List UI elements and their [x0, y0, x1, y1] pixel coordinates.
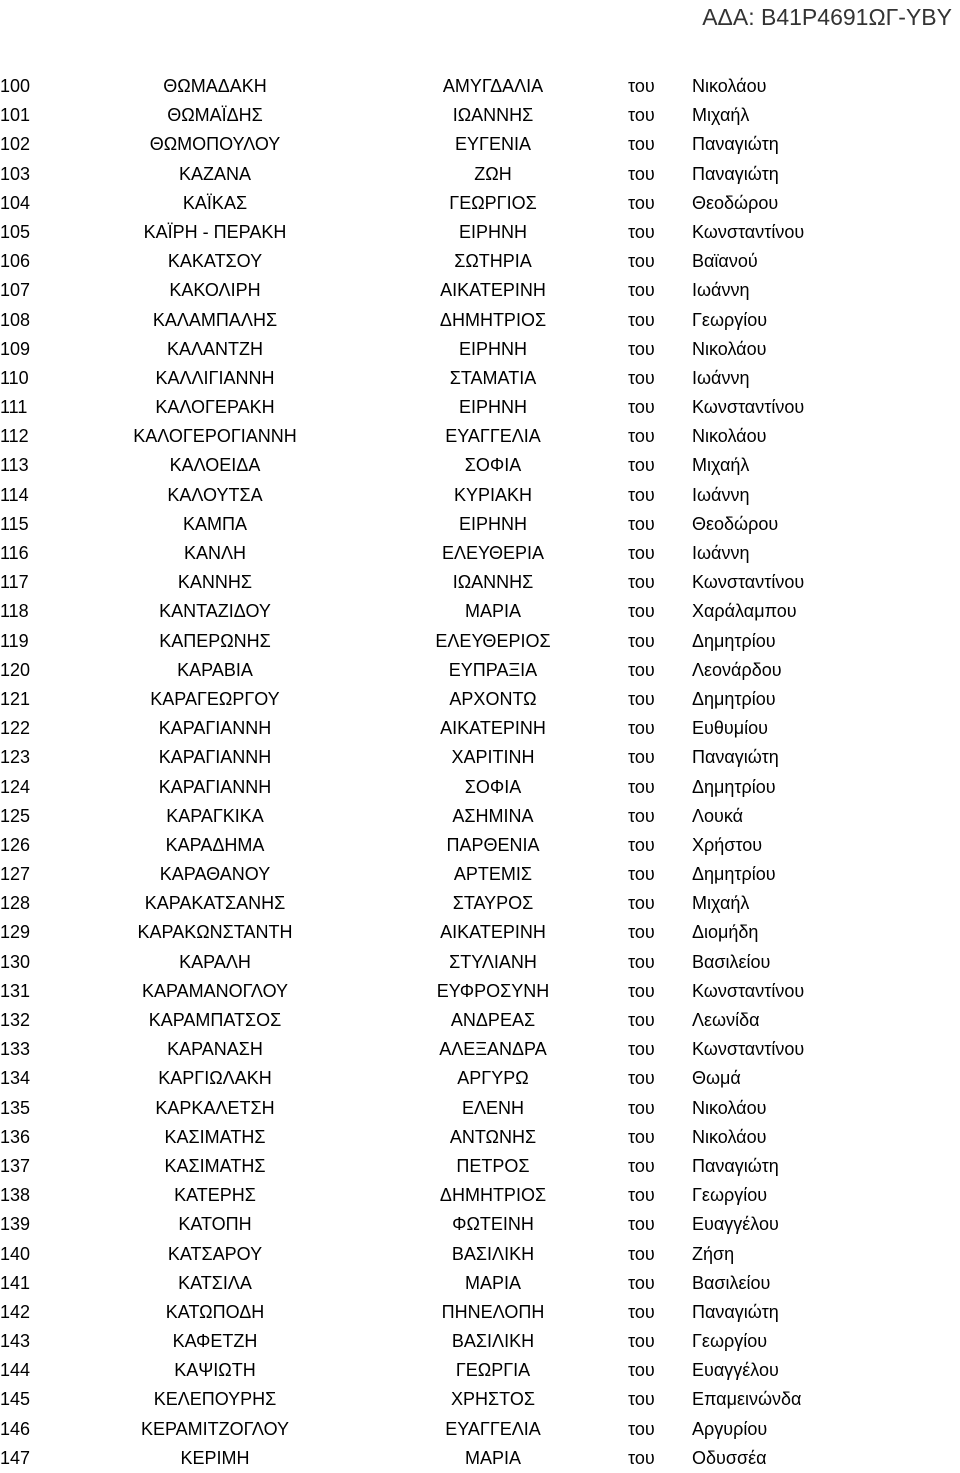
father-name-cell: Ιωάννη — [692, 367, 750, 388]
first-name-cell: ΣΟΦΙΑ — [464, 455, 522, 476]
father-name-cell: Δημητρίου — [692, 864, 776, 885]
row-number: 133 — [0, 1039, 31, 1060]
row-number: 129 — [0, 922, 31, 943]
first-name-cell: ΜΑΡΙΑ — [464, 1447, 521, 1468]
first-name-cell: ΑΝΔΡΕΑΣ — [450, 1010, 536, 1030]
of-cell: του — [628, 893, 655, 914]
surname-cell: ΚΑΤΩΠΟΔΗ — [165, 1301, 265, 1322]
first-name-cell: ΑΛΕΞΑΝΔΡΑ — [439, 1039, 547, 1060]
row-number: 143 — [0, 1331, 31, 1352]
father-name-cell: Παναγιώτη — [692, 1155, 779, 1176]
table-row — [0, 860, 960, 889]
first-name-cell: ΒΑΣΙΛΙΚΗ — [451, 1331, 535, 1352]
first-name-cell: ΑΙΚΑΤΕΡΙΝΗ — [440, 280, 546, 301]
first-name-cell: ΑΡΓΥΡΩ — [457, 1068, 529, 1089]
first-name-cell: ΣΤΑΜΑΤΙΑ — [449, 367, 537, 388]
surname-cell: ΚΑΡΑΘΑΝΟΥ — [159, 864, 271, 885]
father-name-cell: Λεονάρδου — [692, 659, 782, 680]
table-row — [0, 276, 960, 305]
of-cell: του — [628, 1389, 655, 1410]
surname-cell: ΚΑΡΓΙΩΛΑΚΗ — [158, 1068, 272, 1089]
first-name-cell: ΣΤΑΥΡΟΣ — [452, 893, 534, 914]
row-number: 138 — [0, 1185, 31, 1206]
surname-cell: ΚΑΜΠΑ — [182, 513, 247, 534]
father-name-cell: Οδυσσέα — [692, 1447, 767, 1468]
surname-cell: ΚΑΚΟΛΙΡΗ — [169, 280, 261, 301]
table-row — [0, 1269, 960, 1298]
row-number: 123 — [0, 747, 31, 768]
table-row — [0, 1181, 960, 1210]
table-row — [0, 364, 960, 393]
of-cell: του — [628, 1272, 655, 1293]
father-name-cell: Ιωάννη — [692, 543, 750, 563]
first-name-cell: ΦΩΤΕΙΝΗ — [452, 1214, 534, 1235]
of-cell: του — [628, 513, 655, 534]
surname-cell: ΚΑΡΑΚΩΝΣΤΑΝΤΗ — [137, 922, 293, 943]
first-name-cell: ΑΜΥΓΔΑΛΙΑ — [442, 76, 544, 96]
surname-cell: ΚΑΝΝΗΣ — [177, 572, 253, 593]
father-name-cell: Θεοδώρου — [692, 513, 779, 534]
first-name-cell: ΕΥΑΓΓΕΛΙΑ — [445, 1418, 541, 1439]
table-row — [0, 1123, 960, 1152]
first-name-cell: ΙΩΑΝΝΗΣ — [452, 105, 534, 126]
table-row — [0, 72, 960, 101]
first-name-cell: ΣΩΤΗΡΙΑ — [454, 251, 532, 272]
first-name-cell: ΕΥΠΡΑΞΙΑ — [448, 659, 538, 680]
table-row — [0, 918, 960, 947]
table-row — [0, 130, 960, 159]
row-number: 120 — [0, 659, 31, 680]
first-name-cell: ΙΩΑΝΝΗΣ — [452, 572, 534, 593]
row-number: 114 — [0, 484, 29, 505]
of-cell: του — [628, 1126, 655, 1147]
father-name-cell: Παναγιώτη — [692, 163, 779, 184]
table-row — [0, 1210, 960, 1239]
first-name-cell: ΑΙΚΑΤΕΡΙΝΗ — [440, 718, 546, 739]
table-row — [0, 1298, 960, 1327]
row-number: 110 — [0, 367, 29, 388]
names-table — [0, 72, 960, 1473]
of-cell: του — [628, 280, 655, 301]
first-name-cell: ΑΙΚΑΤΕΡΙΝΗ — [440, 922, 546, 943]
surname-cell: ΚΑΛΟΓΕΡΑΚΗ — [155, 397, 275, 418]
first-name-cell: ΓΕΩΡΓΙΟΣ — [449, 192, 537, 213]
first-name-cell: ΕΥΦΡΟΣΥΝΗ — [436, 980, 550, 1001]
table-row — [0, 568, 960, 597]
table-row — [0, 802, 960, 831]
first-name-cell: ΕΛΕΝΗ — [461, 1097, 525, 1118]
of-cell: του — [628, 251, 655, 272]
table-row — [0, 160, 960, 189]
of-cell: του — [628, 1185, 655, 1206]
table-row — [0, 627, 960, 656]
of-cell: του — [628, 426, 655, 447]
of-cell: του — [628, 1068, 655, 1089]
surname-cell: ΚΑΡΑΜΑΝΟΓΛΟΥ — [141, 980, 289, 1001]
table-row — [0, 539, 960, 568]
row-number: 122 — [0, 718, 31, 739]
father-name-cell: Ευαγγέλου — [692, 1214, 779, 1235]
of-cell: του — [628, 221, 655, 242]
of-cell: του — [628, 397, 655, 418]
table-row — [0, 1327, 960, 1356]
row-number: 137 — [0, 1155, 31, 1176]
row-number: 125 — [0, 805, 31, 826]
father-name-cell: Βασιλείου — [692, 951, 771, 972]
of-cell: του — [628, 572, 655, 593]
father-name-cell: Κωνσταντίνου — [692, 397, 805, 418]
surname-cell: ΚΑΛΑΜΠΑΛΗΣ — [152, 309, 278, 330]
surname-cell: ΚΑΛΟΓΕΡΟΓΙΑΝΝΗ — [133, 426, 297, 447]
row-number: 101 — [0, 105, 31, 126]
of-cell: του — [628, 1155, 655, 1176]
table-row — [0, 831, 960, 860]
surname-cell: ΚΑΪΚΑΣ — [182, 192, 248, 213]
of-cell: του — [628, 1039, 655, 1060]
of-cell: του — [628, 543, 655, 563]
father-name-cell: Παναγιώτη — [692, 1301, 779, 1322]
surname-cell: ΚΑΤΣΙΛΑ — [178, 1272, 252, 1293]
father-name-cell: Ευθυμίου — [692, 718, 768, 739]
father-name-cell: Γεωργίου — [692, 1331, 768, 1352]
row-number: 127 — [0, 864, 31, 885]
father-name-cell: Διομήδη — [692, 922, 759, 943]
father-name-cell: Ιωάννη — [692, 484, 750, 505]
row-number: 140 — [0, 1243, 31, 1264]
of-cell: του — [628, 455, 655, 476]
row-number: 136 — [0, 1126, 31, 1147]
table-row — [0, 1415, 960, 1444]
father-name-cell: Ευαγγέλου — [692, 1360, 779, 1381]
of-cell: του — [628, 1447, 655, 1468]
of-cell: του — [628, 864, 655, 885]
of-cell: του — [628, 338, 655, 359]
row-number: 130 — [0, 951, 31, 972]
surname-cell: ΚΑΛΟΥΤΣΑ — [167, 484, 263, 505]
first-name-cell: ΑΣΗΜΙΝΑ — [452, 805, 534, 826]
father-name-cell: Βαϊανού — [692, 251, 758, 272]
father-name-cell: Χαράλαμπου — [692, 601, 797, 622]
father-name-cell: Νικολάου — [692, 1097, 767, 1118]
surname-cell: ΚΑΣΙΜΑΤΗΣ — [164, 1126, 266, 1147]
father-name-cell: Βασιλείου — [692, 1272, 771, 1293]
surname-cell: ΚΑΛΟΕΙΔΑ — [169, 455, 261, 476]
father-name-cell: Δημητρίου — [692, 776, 776, 797]
table-row — [0, 1035, 960, 1064]
father-name-cell: Κωνσταντίνου — [692, 1039, 805, 1060]
father-name-cell: Δημητρίου — [692, 688, 776, 709]
table-row — [0, 597, 960, 626]
of-cell: του — [628, 805, 655, 826]
surname-cell: ΚΑΨΙΩΤΗ — [174, 1360, 256, 1381]
father-name-cell: Αργυρίου — [692, 1418, 768, 1439]
row-number: 108 — [0, 309, 31, 330]
row-number: 124 — [0, 776, 31, 797]
row-number: 107 — [0, 280, 31, 301]
ada-header: ΑΔΑ: Β41Ρ4691ΩΓ-ΥΒΥ — [702, 4, 952, 30]
first-name-cell: ΕΛΕΥΘΕΡΙΟΣ — [435, 630, 551, 651]
first-name-cell: ΑΝΤΩΝΗΣ — [449, 1126, 537, 1147]
of-cell: του — [628, 980, 655, 1001]
row-number: 111 — [0, 397, 28, 418]
of-cell: του — [628, 922, 655, 943]
row-number: 103 — [0, 163, 31, 184]
row-number: 126 — [0, 834, 31, 855]
row-number: 141 — [0, 1272, 31, 1293]
surname-cell: ΚΑΡΑΓΙΑΝΝΗ — [158, 747, 272, 768]
of-cell: του — [628, 1331, 655, 1352]
table-row — [0, 451, 960, 480]
of-cell: του — [628, 1418, 655, 1439]
surname-cell: ΚΑΤΕΡΗΣ — [174, 1185, 256, 1206]
first-name-cell: ΠΗΝΕΛΟΠΗ — [441, 1301, 545, 1322]
first-name-cell: ΖΩΗ — [474, 163, 512, 184]
table-row — [0, 1064, 960, 1093]
father-name-cell: Μιχαήλ — [692, 455, 750, 476]
surname-cell: ΚΑΡΑΒΙΑ — [177, 659, 253, 680]
first-name-cell: ΑΡΧΟΝΤΩ — [449, 688, 537, 709]
of-cell: του — [628, 1010, 655, 1030]
first-name-cell: ΣΟΦΙΑ — [464, 776, 522, 797]
row-number: 119 — [0, 630, 29, 651]
table-row — [0, 1240, 960, 1269]
surname-cell: ΚΑΡΑΝΑΣΗ — [167, 1039, 263, 1060]
of-cell: του — [628, 163, 655, 184]
of-cell: του — [628, 951, 655, 972]
first-name-cell: ΕΙΡΗΝΗ — [458, 221, 527, 242]
of-cell: του — [628, 1097, 655, 1118]
row-number: 100 — [0, 76, 31, 96]
of-cell: του — [628, 309, 655, 330]
table-row — [0, 685, 960, 714]
of-cell: του — [628, 1360, 655, 1381]
table-row — [0, 1356, 960, 1385]
first-name-cell: ΧΡΗΣΤΟΣ — [451, 1389, 535, 1410]
surname-cell: ΘΩΜΟΠΟΥΛΟΥ — [149, 134, 281, 155]
of-cell: του — [628, 105, 655, 126]
of-cell: του — [628, 834, 655, 855]
surname-cell: ΘΩΜΑΪΔΗΣ — [167, 105, 263, 126]
row-number: 131 — [0, 980, 31, 1001]
father-name-cell: Παναγιώτη — [692, 134, 779, 155]
surname-cell: ΚΑΠΕΡΩΝΗΣ — [159, 630, 271, 651]
father-name-cell: Ιωάννη — [692, 280, 750, 301]
father-name-cell: Δημητρίου — [692, 630, 776, 651]
father-name-cell: Παναγιώτη — [692, 747, 779, 768]
father-name-cell: Χρήστου — [692, 834, 763, 855]
father-name-cell: Θεοδώρου — [692, 192, 779, 213]
row-number: 109 — [0, 338, 31, 359]
father-name-cell: Κωνσταντίνου — [692, 980, 805, 1001]
first-name-cell: ΜΑΡΙΑ — [464, 1272, 521, 1293]
row-number: 102 — [0, 134, 31, 155]
surname-cell: ΘΩΜΑΔΑΚΗ — [163, 76, 267, 96]
surname-cell: ΚΕΡΙΜΗ — [180, 1447, 250, 1468]
first-name-cell: ΠΕΤΡΟΣ — [456, 1155, 530, 1176]
surname-cell: ΚΑΝΛΗ — [183, 543, 247, 563]
first-name-cell: ΒΑΣΙΛΙΚΗ — [451, 1243, 535, 1264]
table-row — [0, 335, 960, 364]
table-row — [0, 218, 960, 247]
row-number: 132 — [0, 1010, 31, 1030]
table-row — [0, 189, 960, 218]
surname-cell: ΚΑΣΙΜΑΤΗΣ — [164, 1155, 266, 1176]
of-cell: του — [628, 192, 655, 213]
surname-cell: ΚΑΡΑΓΚΙΚΑ — [166, 805, 264, 826]
row-number: 128 — [0, 893, 31, 914]
table-row — [0, 481, 960, 510]
first-name-cell: ΜΑΡΙΑ — [464, 601, 521, 622]
table-row — [0, 422, 960, 451]
father-name-cell: Γεωργίου — [692, 309, 768, 330]
of-cell: του — [628, 484, 655, 505]
father-name-cell: Νικολάου — [692, 1126, 767, 1147]
surname-cell: ΚΑΤΣΑΡΟΥ — [167, 1243, 263, 1264]
first-name-cell: ΓΕΩΡΓΙΑ — [455, 1360, 531, 1381]
first-name-cell: ΕΛΕΥΘΕΡΙΑ — [441, 543, 545, 563]
of-cell: του — [628, 1243, 655, 1264]
table-row — [0, 1094, 960, 1123]
of-cell: του — [628, 134, 655, 155]
father-name-cell: Ζήση — [692, 1243, 735, 1264]
table-row — [0, 1444, 960, 1473]
surname-cell: ΚΑΪΡΗ - ΠΕΡΑΚΗ — [143, 221, 287, 242]
surname-cell: ΚΑΖΑΝΑ — [178, 163, 252, 184]
first-name-cell: ΣΤΥΛΙΑΝΗ — [449, 951, 537, 972]
row-number: 106 — [0, 251, 31, 272]
first-name-cell: ΕΥΑΓΓΕΛΙΑ — [445, 426, 541, 447]
surname-cell: ΚΑΡΚΑΛΕΤΣΗ — [155, 1097, 275, 1118]
father-name-cell: Νικολάου — [692, 76, 767, 96]
row-number: 147 — [0, 1447, 31, 1468]
table-row — [0, 714, 960, 743]
table-row — [0, 889, 960, 918]
row-number: 134 — [0, 1068, 31, 1089]
surname-cell: ΚΑΡΑΓΕΩΡΓΟΥ — [150, 688, 280, 709]
father-name-cell: Λεωνίδα — [692, 1010, 760, 1030]
father-name-cell: Μιχαήλ — [692, 893, 750, 914]
row-number: 117 — [0, 572, 29, 593]
father-name-cell: Λουκά — [692, 805, 744, 826]
of-cell: του — [628, 747, 655, 768]
row-number: 105 — [0, 221, 31, 242]
table-row — [0, 247, 960, 276]
table-row — [0, 656, 960, 685]
of-cell: του — [628, 688, 655, 709]
of-cell: του — [628, 76, 655, 96]
surname-cell: ΚΕΛΕΠΟΥΡΗΣ — [153, 1389, 277, 1410]
table-row — [0, 1385, 960, 1414]
table-row — [0, 306, 960, 335]
father-name-cell: Θωμά — [692, 1068, 741, 1089]
row-number: 121 — [0, 688, 31, 709]
table-row — [0, 1152, 960, 1181]
of-cell: του — [628, 1214, 655, 1235]
first-name-cell: ΔΗΜΗΤΡΙΟΣ — [439, 309, 547, 330]
first-name-cell: ΑΡΤΕΜΙΣ — [453, 864, 533, 885]
row-number: 142 — [0, 1301, 31, 1322]
surname-cell: ΚΑΡΑΛΗ — [179, 951, 251, 972]
row-number: 118 — [0, 601, 29, 622]
surname-cell: ΚΑΚΑΤΣΟΥ — [167, 251, 263, 272]
father-name-cell: Κωνσταντίνου — [692, 572, 805, 593]
table-row — [0, 1006, 960, 1035]
first-name-cell: ΕΙΡΗΝΗ — [458, 397, 527, 418]
surname-cell: ΚΕΡΑΜΙΤΖΟΓΛΟΥ — [140, 1418, 289, 1439]
father-name-cell: Επαμεινώνδα — [692, 1389, 802, 1410]
surname-cell: ΚΑΡΑΚΑΤΣΑΝΗΣ — [144, 893, 286, 914]
surname-cell: ΚΑΡΑΜΠΑΤΣΟΣ — [148, 1010, 282, 1030]
first-name-cell: ΕΙΡΗΝΗ — [458, 338, 527, 359]
first-name-cell: ΕΙΡΗΝΗ — [458, 513, 527, 534]
row-number: 139 — [0, 1214, 31, 1235]
row-number: 112 — [0, 426, 29, 447]
first-name-cell: ΚΥΡΙΑΚΗ — [453, 484, 533, 505]
row-number: 116 — [0, 543, 29, 563]
of-cell: του — [628, 601, 655, 622]
surname-cell: ΚΑΤΟΠΗ — [178, 1214, 252, 1235]
row-number: 113 — [0, 455, 29, 476]
row-number: 145 — [0, 1389, 31, 1410]
table-row — [0, 101, 960, 130]
table-row — [0, 510, 960, 539]
table-row — [0, 393, 960, 422]
surname-cell: ΚΑΡΑΓΙΑΝΝΗ — [158, 776, 272, 797]
first-name-cell: ΠΑΡΘΕΝΙΑ — [446, 834, 540, 855]
father-name-cell: Μιχαήλ — [692, 105, 750, 126]
first-name-cell: ΔΗΜΗΤΡΙΟΣ — [439, 1185, 547, 1206]
surname-cell: ΚΑΝΤΑΖΙΔΟΥ — [159, 601, 271, 622]
row-number: 135 — [0, 1097, 31, 1118]
of-cell: του — [628, 630, 655, 651]
father-name-cell: Κωνσταντίνου — [692, 221, 805, 242]
father-name-cell: Νικολάου — [692, 338, 767, 359]
father-name-cell: Γεωργίου — [692, 1185, 768, 1206]
surname-cell: ΚΑΡΑΔΗΜΑ — [165, 834, 265, 855]
row-number: 104 — [0, 192, 31, 213]
surname-cell: ΚΑΛΛΙΓΙΑΝΝΗ — [155, 367, 275, 388]
table-row — [0, 743, 960, 772]
of-cell: του — [628, 659, 655, 680]
of-cell: του — [628, 1301, 655, 1322]
row-number: 146 — [0, 1418, 31, 1439]
row-number: 115 — [0, 513, 29, 534]
of-cell: του — [628, 367, 655, 388]
of-cell: του — [628, 718, 655, 739]
row-number: 144 — [0, 1360, 31, 1381]
first-name-cell: ΕΥΓΕΝΙΑ — [455, 134, 531, 155]
table-row — [0, 773, 960, 802]
surname-cell: ΚΑΡΑΓΙΑΝΝΗ — [158, 718, 272, 739]
surname-cell: ΚΑΦΕΤΖΗ — [172, 1331, 258, 1352]
surname-cell: ΚΑΛΑΝΤΖΗ — [166, 338, 264, 359]
of-cell: του — [628, 776, 655, 797]
father-name-cell: Νικολάου — [692, 426, 767, 447]
first-name-cell: ΧΑΡΙΤΙΝΗ — [451, 747, 535, 768]
table-row — [0, 977, 960, 1006]
table-row — [0, 948, 960, 977]
